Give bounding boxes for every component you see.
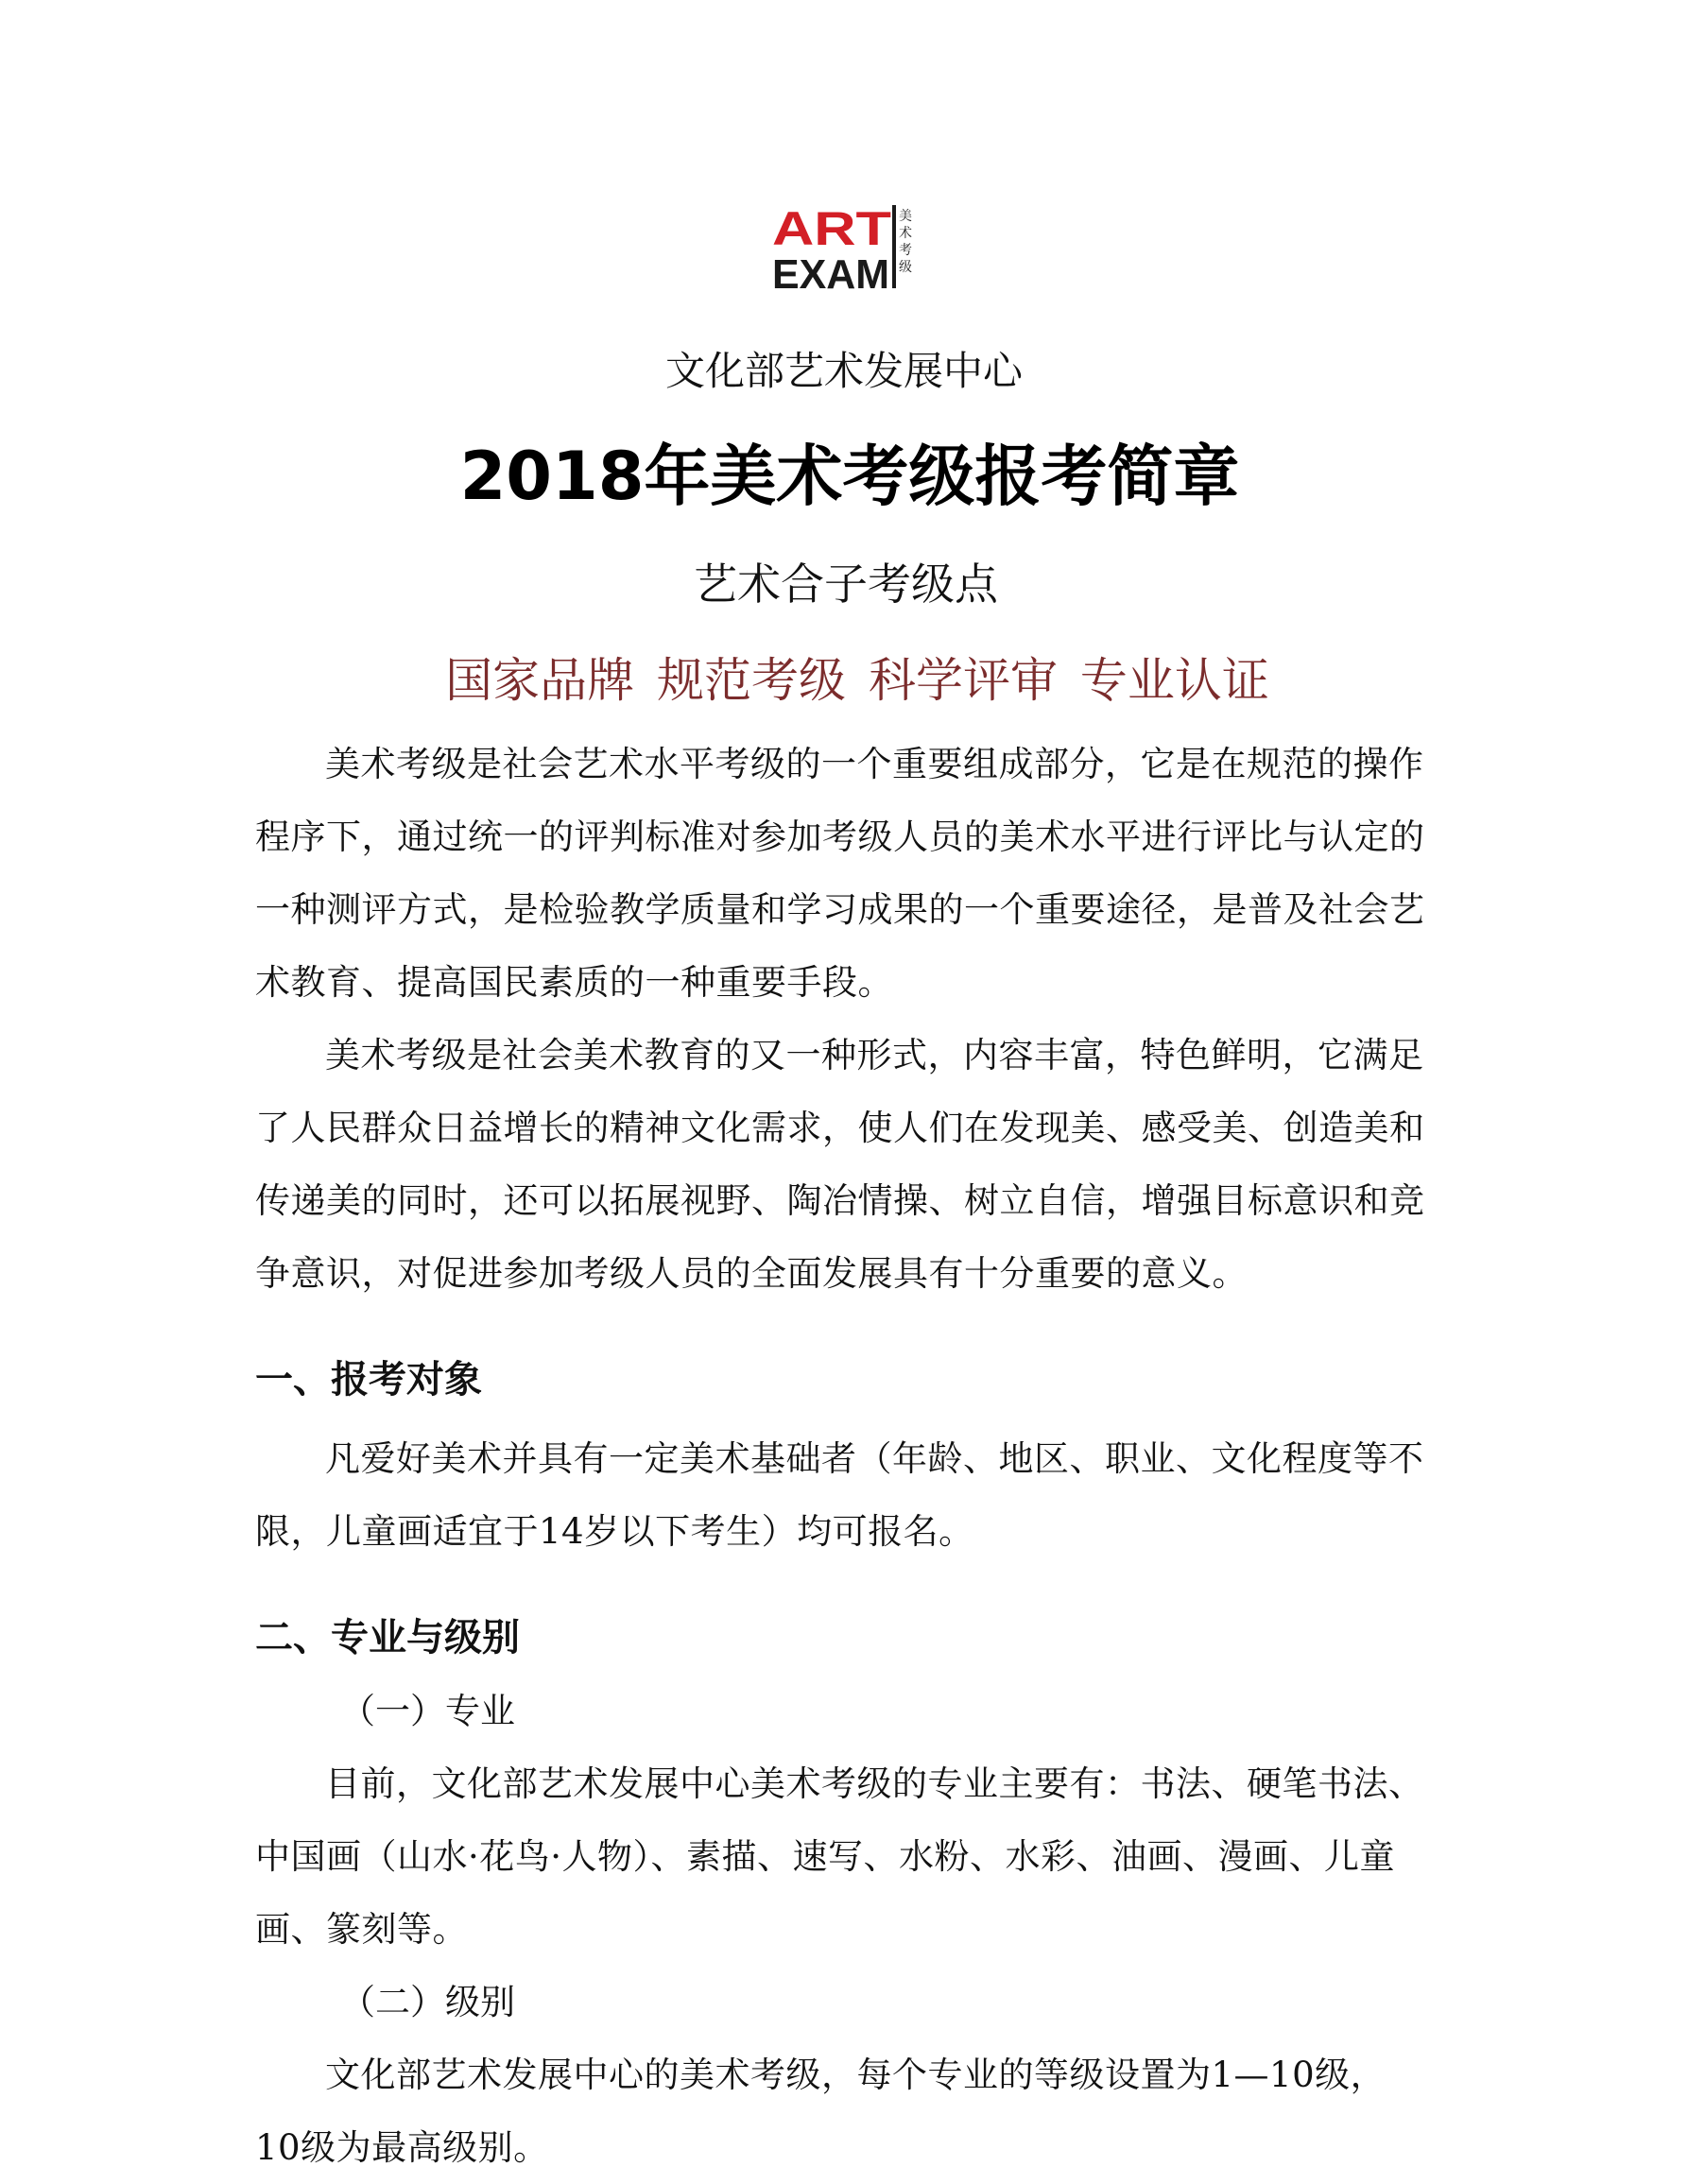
document-body	[255, 728, 1427, 2184]
logo-exam-text: EXAM	[772, 251, 889, 290]
art-exam-logo	[772, 201, 914, 290]
exam-site-name: 艺术合子考级点	[694, 559, 998, 610]
page-title: 2018年美术考级报考简章	[459, 438, 1240, 515]
section-2-subheading-2: （二）级别	[340, 1982, 515, 2022]
section-2-heading: 二、专业与级别	[255, 1616, 520, 1659]
section-2-subheading-1: （一）专业	[340, 1691, 515, 1731]
intro-paragraph-2: 美术考级是社会美术教育的又一种形式，内容丰富，特色鲜明，它满足了人民群众日益增长的精神文化需求，使人们在发现美、感受美、创造美和传递美的同时，还可以拓展视野、陶冶情操、树立自信，增强目标意识和竞争意识，对促进参加考级人员的全面发展具有十分重要的意义。	[255, 1035, 1425, 1294]
section-1-paragraph: 凡爱好美术并具有一定美术基础者（年龄、地区、职业、文化程度等不限，儿童画适宜于14岁以下考生）均可报名。	[255, 1438, 1424, 1552]
logo-art-text: ART	[772, 202, 891, 255]
section-2-paragraph-2: 文化部艺术发展中心的美术考级，每个专业的等级设置为1—10级，10级为最高级别。	[255, 2055, 1387, 2168]
logo-side-text-4: 级	[899, 260, 912, 275]
logo-side-text-3: 考	[899, 243, 912, 258]
section-2-paragraph-1: 目前，文化部艺术发展中心美术考级的专业主要有：书法、硬笔书法、中国画（山水·花鸟·人物）、素描、速写、水粉、水彩、油画、漫画、儿童画、篆刻等。	[255, 1763, 1424, 1950]
section-1-heading: 一、报考对象	[255, 1358, 482, 1402]
organization-name: 文化部艺术发展中心	[664, 348, 1023, 394]
slogan: 国家品牌 规范考级 科学评审 专业认证	[445, 653, 1269, 708]
logo-side-text-1: 美	[899, 209, 912, 224]
logo-side-text-2: 术	[899, 226, 912, 241]
intro-paragraph-1: 美术考级是社会艺术水平考级的一个重要组成部分，它是在规范的操作程序下，通过统一的评判标准对参加考级人员的美术水平进行评比与认定的一种测评方式，是检验教学质量和学习成果的一个重要途径，是普及社会艺术教育、提高国民素质的一种重要手段。	[255, 744, 1425, 1003]
